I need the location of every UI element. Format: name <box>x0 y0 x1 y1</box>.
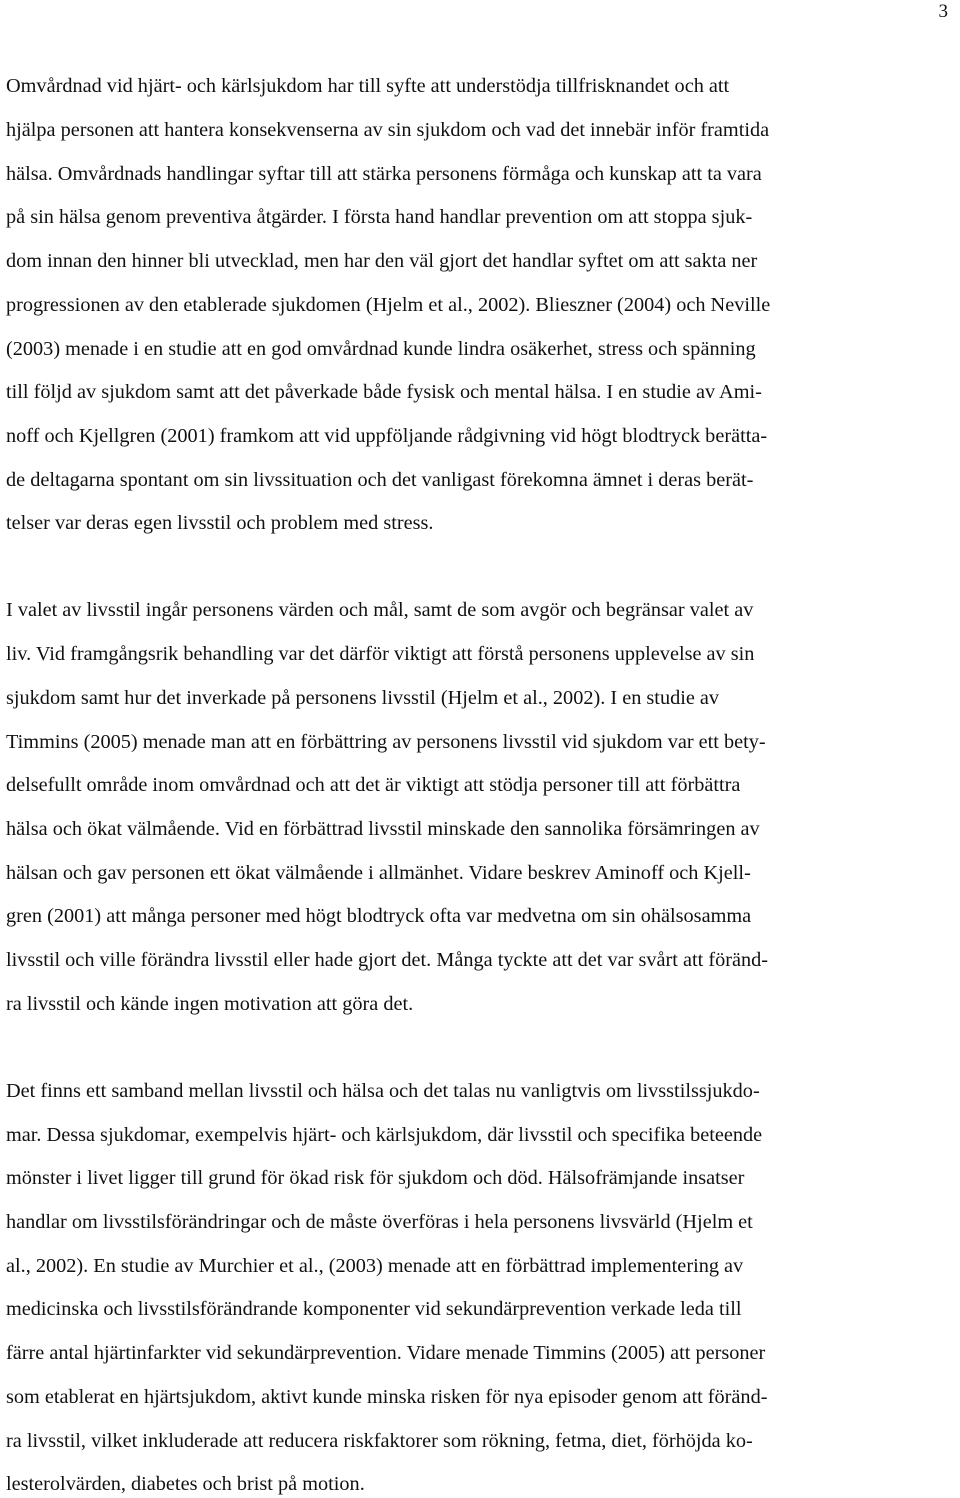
paragraph-line: Det finns ett samband mellan livsstil och hälsa och det talas nu vanligtvis om livsstilssjukdo- <box>6 1080 760 1102</box>
paragraph-line: ra livsstil och kände ingen motivation att göra det. <box>6 993 414 1015</box>
paragraph-line: de deltagarna spontant om sin livssituation och det vanligast förekomna ämnet i deras berät- <box>6 469 754 491</box>
paragraph-line: mar. Dessa sjukdomar, exempelvis hjärt- och kärlsjukdom, där livsstil och specifika beteende <box>6 1124 763 1146</box>
paragraph-line: liv. Vid framgångsrik behandling var det därför viktigt att förstå personens upplevelse av sin <box>6 643 755 665</box>
paragraph-line: mönster i livet ligger till grund för ökad risk för sjukdom och död. Hälsofrämjande insatser <box>6 1167 745 1189</box>
paragraph-line: progressionen av den etablerade sjukdomen (Hjelm et al., 2002). Blieszner (2004) och Neville <box>6 294 771 316</box>
paragraph-line: ra livsstil, vilket inkluderade att reducera riskfaktorer som rökning, fetma, diet, förhöjda ko- <box>6 1430 753 1452</box>
paragraph-line: (2003) menade i en studie att en god omvårdnad kunde lindra osäkerhet, stress och spänning <box>6 338 756 360</box>
paragraph-line: färre antal hjärtinfarkter vid sekundärprevention. Vidare menade Timmins (2005) att personer <box>6 1342 766 1364</box>
paragraph-line: hälsa. Omvårdnads handlingar syftar till att stärka personens förmåga och kunskap att ta vara <box>6 163 762 185</box>
paragraph-line: livsstil och ville förändra livsstil eller hade gjort det. Många tyckte att det var svårt att föränd- <box>6 949 769 971</box>
paragraph-line: gren (2001) att många personer med högt blodtryck ofta var medvetna om sin ohälsosamma <box>6 905 752 927</box>
paragraph-line: handlar om livsstilsförändringar och de måste överföras i hela personens livsvärld (Hjelm et <box>6 1211 753 1233</box>
paragraph-line: telser var deras egen livsstil och problem med stress. <box>6 512 434 534</box>
paragraph-line: hälsa och ökat välmående. Vid en förbättrad livsstil minskade den sannolika försämringen av <box>6 818 760 840</box>
page-number: 3 <box>938 1 948 22</box>
paragraph-line: delsefullt område inom omvårdnad och att det är viktigt att stödja personer till att förbättra <box>6 774 741 796</box>
paragraph-line: Omvårdnad vid hjärt- och kärlsjukdom har till syfte att understödja tillfrisknandet och att <box>6 75 730 97</box>
paragraph-line: dom innan den hinner bli utvecklad, men har den väl gjort det handlar syftet om att sakta ner <box>6 250 758 272</box>
paragraph-line: medicinska och livsstilsförändrande komponenter vid sekundärprevention verkade leda till <box>6 1298 742 1320</box>
paragraph-line: al., 2002). En studie av Murchier et al., (2003) menade att en förbättrad implementering av <box>6 1255 744 1277</box>
paragraph-line: på sin hälsa genom preventiva åtgärder. I första hand handlar prevention om att stoppa sjuk- <box>6 206 753 228</box>
paragraph-line: lesterolvärden, diabetes och brist på motion. <box>6 1473 365 1495</box>
paragraph-line: som etablerat en hjärtsjukdom, aktivt kunde minska risken för nya episoder genom att föränd- <box>6 1386 768 1408</box>
paragraph-line: hjälpa personen att hantera konsekvenserna av sin sjukdom och vad det innebär inför framtida <box>6 119 770 141</box>
paragraph-line: noff och Kjellgren (2001) framkom att vid uppföljande rådgivning vid högt blodtryck berätta- <box>6 425 768 447</box>
paragraph-line: I valet av livsstil ingår personens värden och mål, samt de som avgör och begränsar valet av <box>6 599 754 621</box>
paragraph-line: sjukdom samt hur det inverkade på personens livsstil (Hjelm et al., 2002). I en studie av <box>6 687 720 709</box>
paragraph-line: Timmins (2005) menade man att en förbättring av personens livsstil vid sjukdom var ett bety- <box>6 731 766 753</box>
paragraph-line: hälsan och gav personen ett ökat välmående i allmänhet. Vidare beskrev Aminoff och Kjell- <box>6 862 751 884</box>
paragraph-line: till följd av sjukdom samt att det påverkade både fysisk och mental hälsa. I en studie av Ami- <box>6 381 762 403</box>
